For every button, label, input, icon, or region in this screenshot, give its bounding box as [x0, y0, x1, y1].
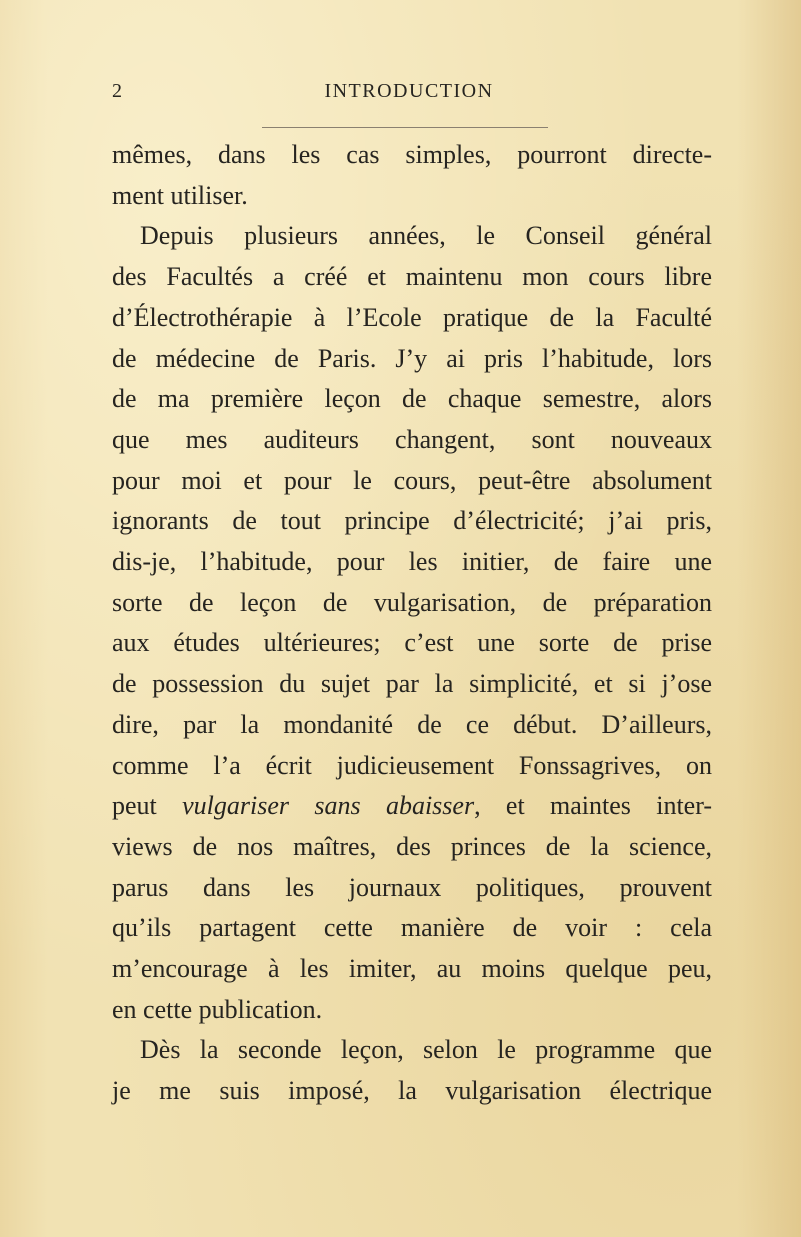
italic-word: sans	[314, 791, 361, 821]
text-line: en cette publication.	[112, 994, 323, 1024]
text-fragment: , et maintes inter-	[474, 791, 713, 821]
page-number: 2	[112, 80, 124, 102]
text-line: ignorants de tout principe d’électricité; j’ai pris,	[112, 506, 712, 536]
italic-word: abaisser	[385, 791, 475, 821]
text-line: views de nos maîtres, des princes de la science,	[112, 831, 712, 861]
text-line: que mes auditeurs changent, sont nouveaux	[112, 424, 712, 454]
text-line: ment utiliser.	[112, 180, 248, 210]
text-line: qu’ils partagent cette manière de voir : cela	[112, 913, 712, 943]
text-fragment: peut	[112, 791, 183, 821]
text-line: sorte de leçon de vulgarisation, de préparation	[112, 587, 712, 617]
header-rule	[262, 127, 548, 128]
chapter-title: INTRODUCTION	[324, 80, 494, 102]
text-line: Dès la seconde leçon, selon le programme que	[140, 1035, 712, 1065]
text-line: de ma première leçon de chaque semestre, alors	[112, 384, 712, 414]
text-line: mêmes, dans les cas simples, pourront directe-	[112, 140, 712, 169]
text-line: de médecine de Paris. J’y ai pris l’habitude, lors	[112, 343, 712, 373]
body-text	[112, 135, 712, 1112]
text-line-with-italics	[112, 786, 712, 827]
text-line: aux études ultérieures; c’est une sorte de prise	[112, 628, 712, 658]
italic-word: vulgariser	[182, 791, 289, 821]
text-line: dis-je, l’habitude, pour les initier, de faire une	[112, 547, 712, 577]
text-fragment	[361, 791, 386, 820]
text-fragment	[289, 791, 314, 820]
running-head	[112, 80, 706, 110]
text-line: de possession du sujet par la simplicité, et si j’ose	[112, 669, 712, 699]
text-line: parus dans les journaux politiques, prouvent	[112, 872, 712, 902]
text-line: pour moi et pour le cours, peut-être absolument	[112, 465, 712, 495]
text-line: comme l’a écrit judicieusement Fonssagrives, on	[112, 750, 712, 780]
text-line: m’encourage à les imiter, au moins quelque peu,	[112, 954, 712, 984]
text-line: je me suis imposé, la vulgarisation électrique	[112, 1076, 712, 1106]
text-line: des Facultés a créé et maintenu mon cours libre	[112, 262, 712, 292]
text-line: dire, par la mondanité de ce début. D’ailleurs,	[112, 709, 712, 739]
text-line: Depuis plusieurs années, le Conseil général	[140, 221, 712, 251]
text-line: d’Électrothérapie à l’Ecole pratique de la Faculté	[112, 302, 712, 332]
